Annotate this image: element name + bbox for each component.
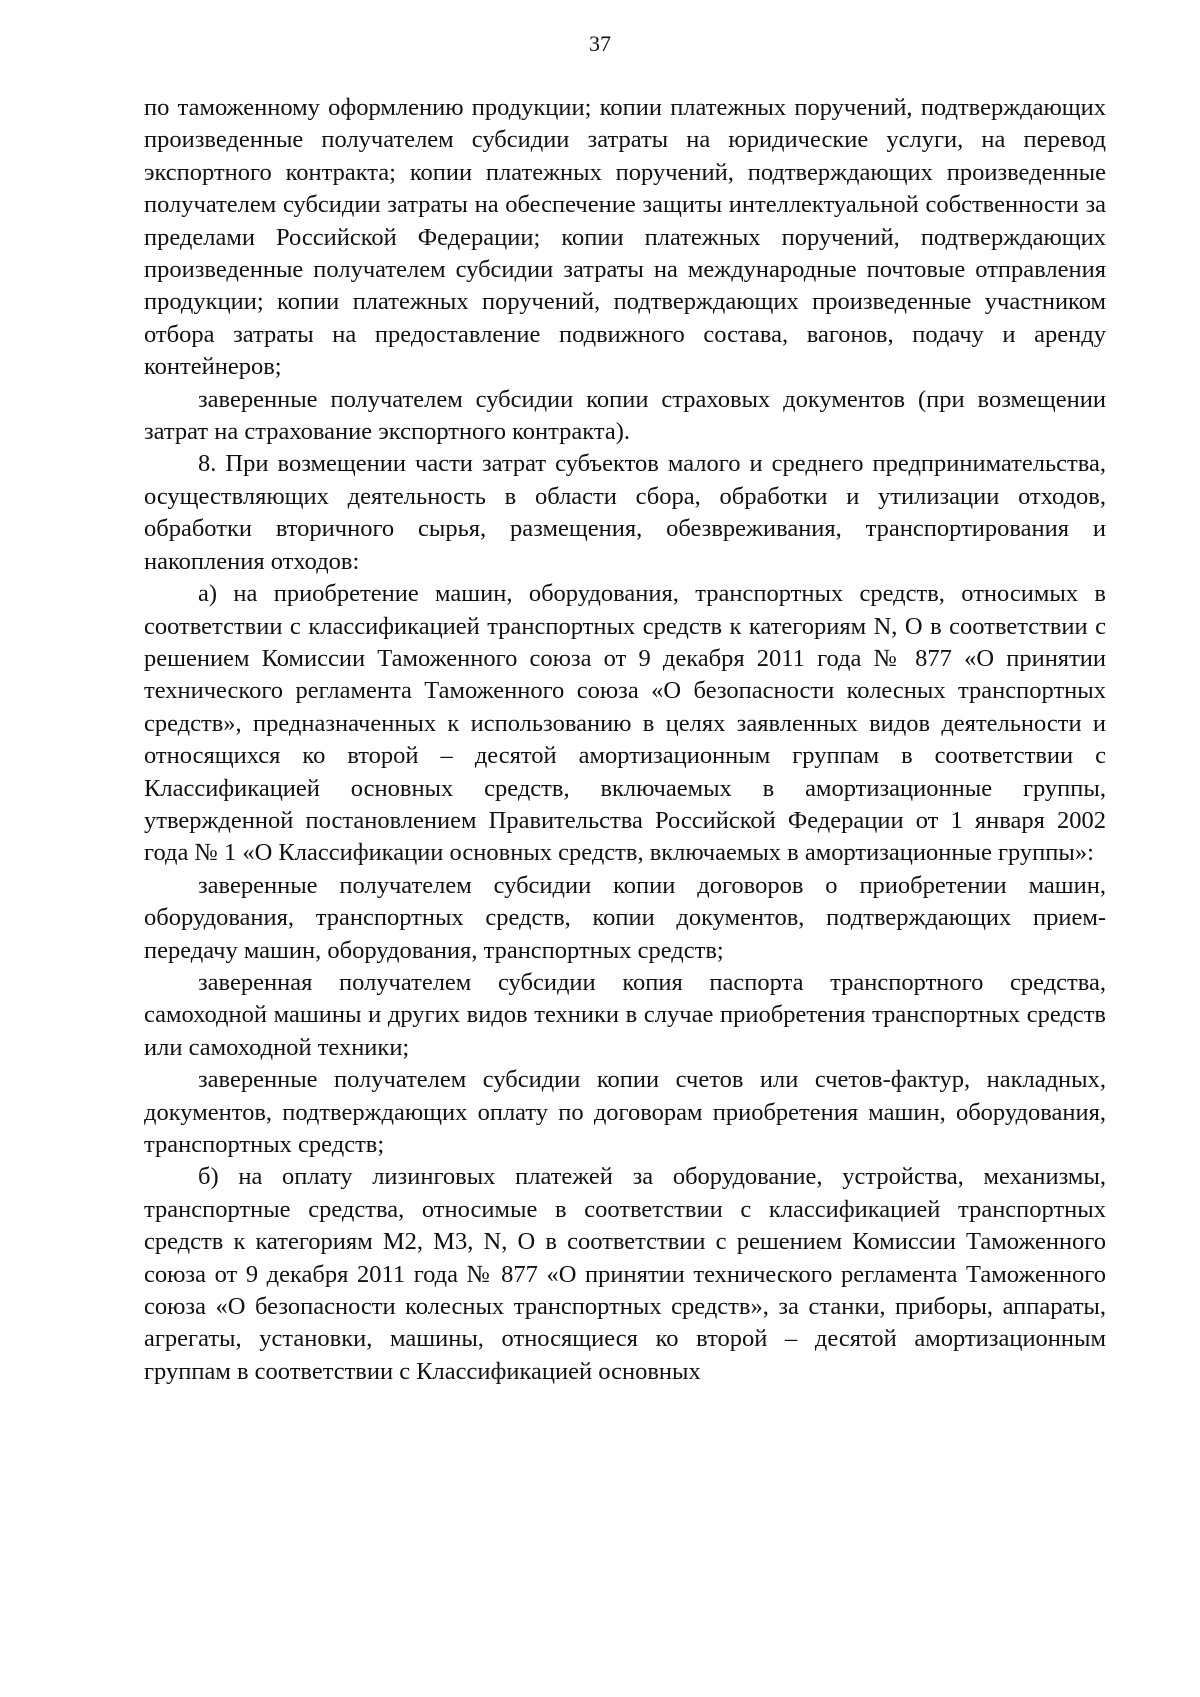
- paragraph-subitem-b: б) на оплату лизинговых платежей за оборудование, устройства, механизмы, транспортные средства, относимые в соответствии с классификацией транспортных средств к категориям M2, M3, N, O в соответствии с решением Комиссии Таможенного союза от 9 декабря 2011 года № 877 «О принятии технического регламента Таможенного союза «О безопасности колесных транспортных средств», за станки, приборы, аппараты, агрегаты, установки, машины, относящиеся ко второй – десятой амортизационным группам в соответствии с Классификацией основных: [144, 1163, 1106, 1385]
- page-number: 37: [589, 31, 611, 56]
- paragraph-invoices: заверенные получателем субсидии копии счетов или счетов-фактур, накладных, документов, подтверждающих оплату по договорам приобретения машин, оборудования, транспортных средств;: [144, 1066, 1106, 1158]
- paragraph-vehicle-passport: заверенная получателем субсидии копия паспорта транспортного средства, самоходной машины и других видов техники в случае приобретения транспортных средств или самоходной техники;: [144, 968, 1106, 1061]
- paragraph-insurance-documents: заверенные получателем субсидии копии страховых документов (при возмещении затрат на страхование экспортного контракта).: [144, 385, 1106, 446]
- paragraph-subitem-a: а) на приобретение машин, оборудования, транспортных средств, относимых в соответствии с классификацией транспортных средств к категориям N, O в соответствии с решением Комиссии Таможенного союза от 9 декабря 2011 года № 877 «О принятии технического регламента Таможенного союза «О безопасности колесных транспортных средств», предназначенных к использованию в целях заявленных видов деятельности и относящихся ко второй – десятой амортизационным группам в соответствии с Классификацией основных средств, включаемых в амортизационные группы, утвержденной постановлением Правительства Российской Федерации от 1 января 2002 года № 1 «О Классификации основных средств, включаемых в амортизационные группы»:: [144, 580, 1106, 867]
- paragraph-contract-copies: заверенные получателем субсидии копии договоров о приобретении машин, оборудования, транспортных средств, копии документов, подтверждающих прием-передачу машин, оборудования, транспортных средств;: [144, 871, 1106, 964]
- paragraph-customs-payments: по таможенному оформлению продукции; копии платежных поручений, подтверждающих произведенные получателем субсидии затраты на юридические услуги, на перевод экспортного контракта; копии платежных поручений, подтверждающих произведенные получателем субсидии затраты на обеспечение защиты интеллектуальной собственности за пределами Российской Федерации; копии платежных поручений, подтверждающих произведенные получателем субсидии затраты на международные почтовые отправления продукции; копии платежных поручений, подтверждающих произведенные участником отбора затраты на предоставление подвижного состава, вагонов, подачу и аренду контейнеров;: [144, 94, 1106, 381]
- document-body: [144, 92, 1106, 1388]
- paragraph-item-8: 8. При возмещении части затрат субъектов малого и среднего предпринимательства, осуществляющих деятельность в области сбора, обработки и утилизации отходов, обработки вторичного сырья, размещения, обезвреживания, транспортирования и накопления отходов:: [144, 450, 1106, 575]
